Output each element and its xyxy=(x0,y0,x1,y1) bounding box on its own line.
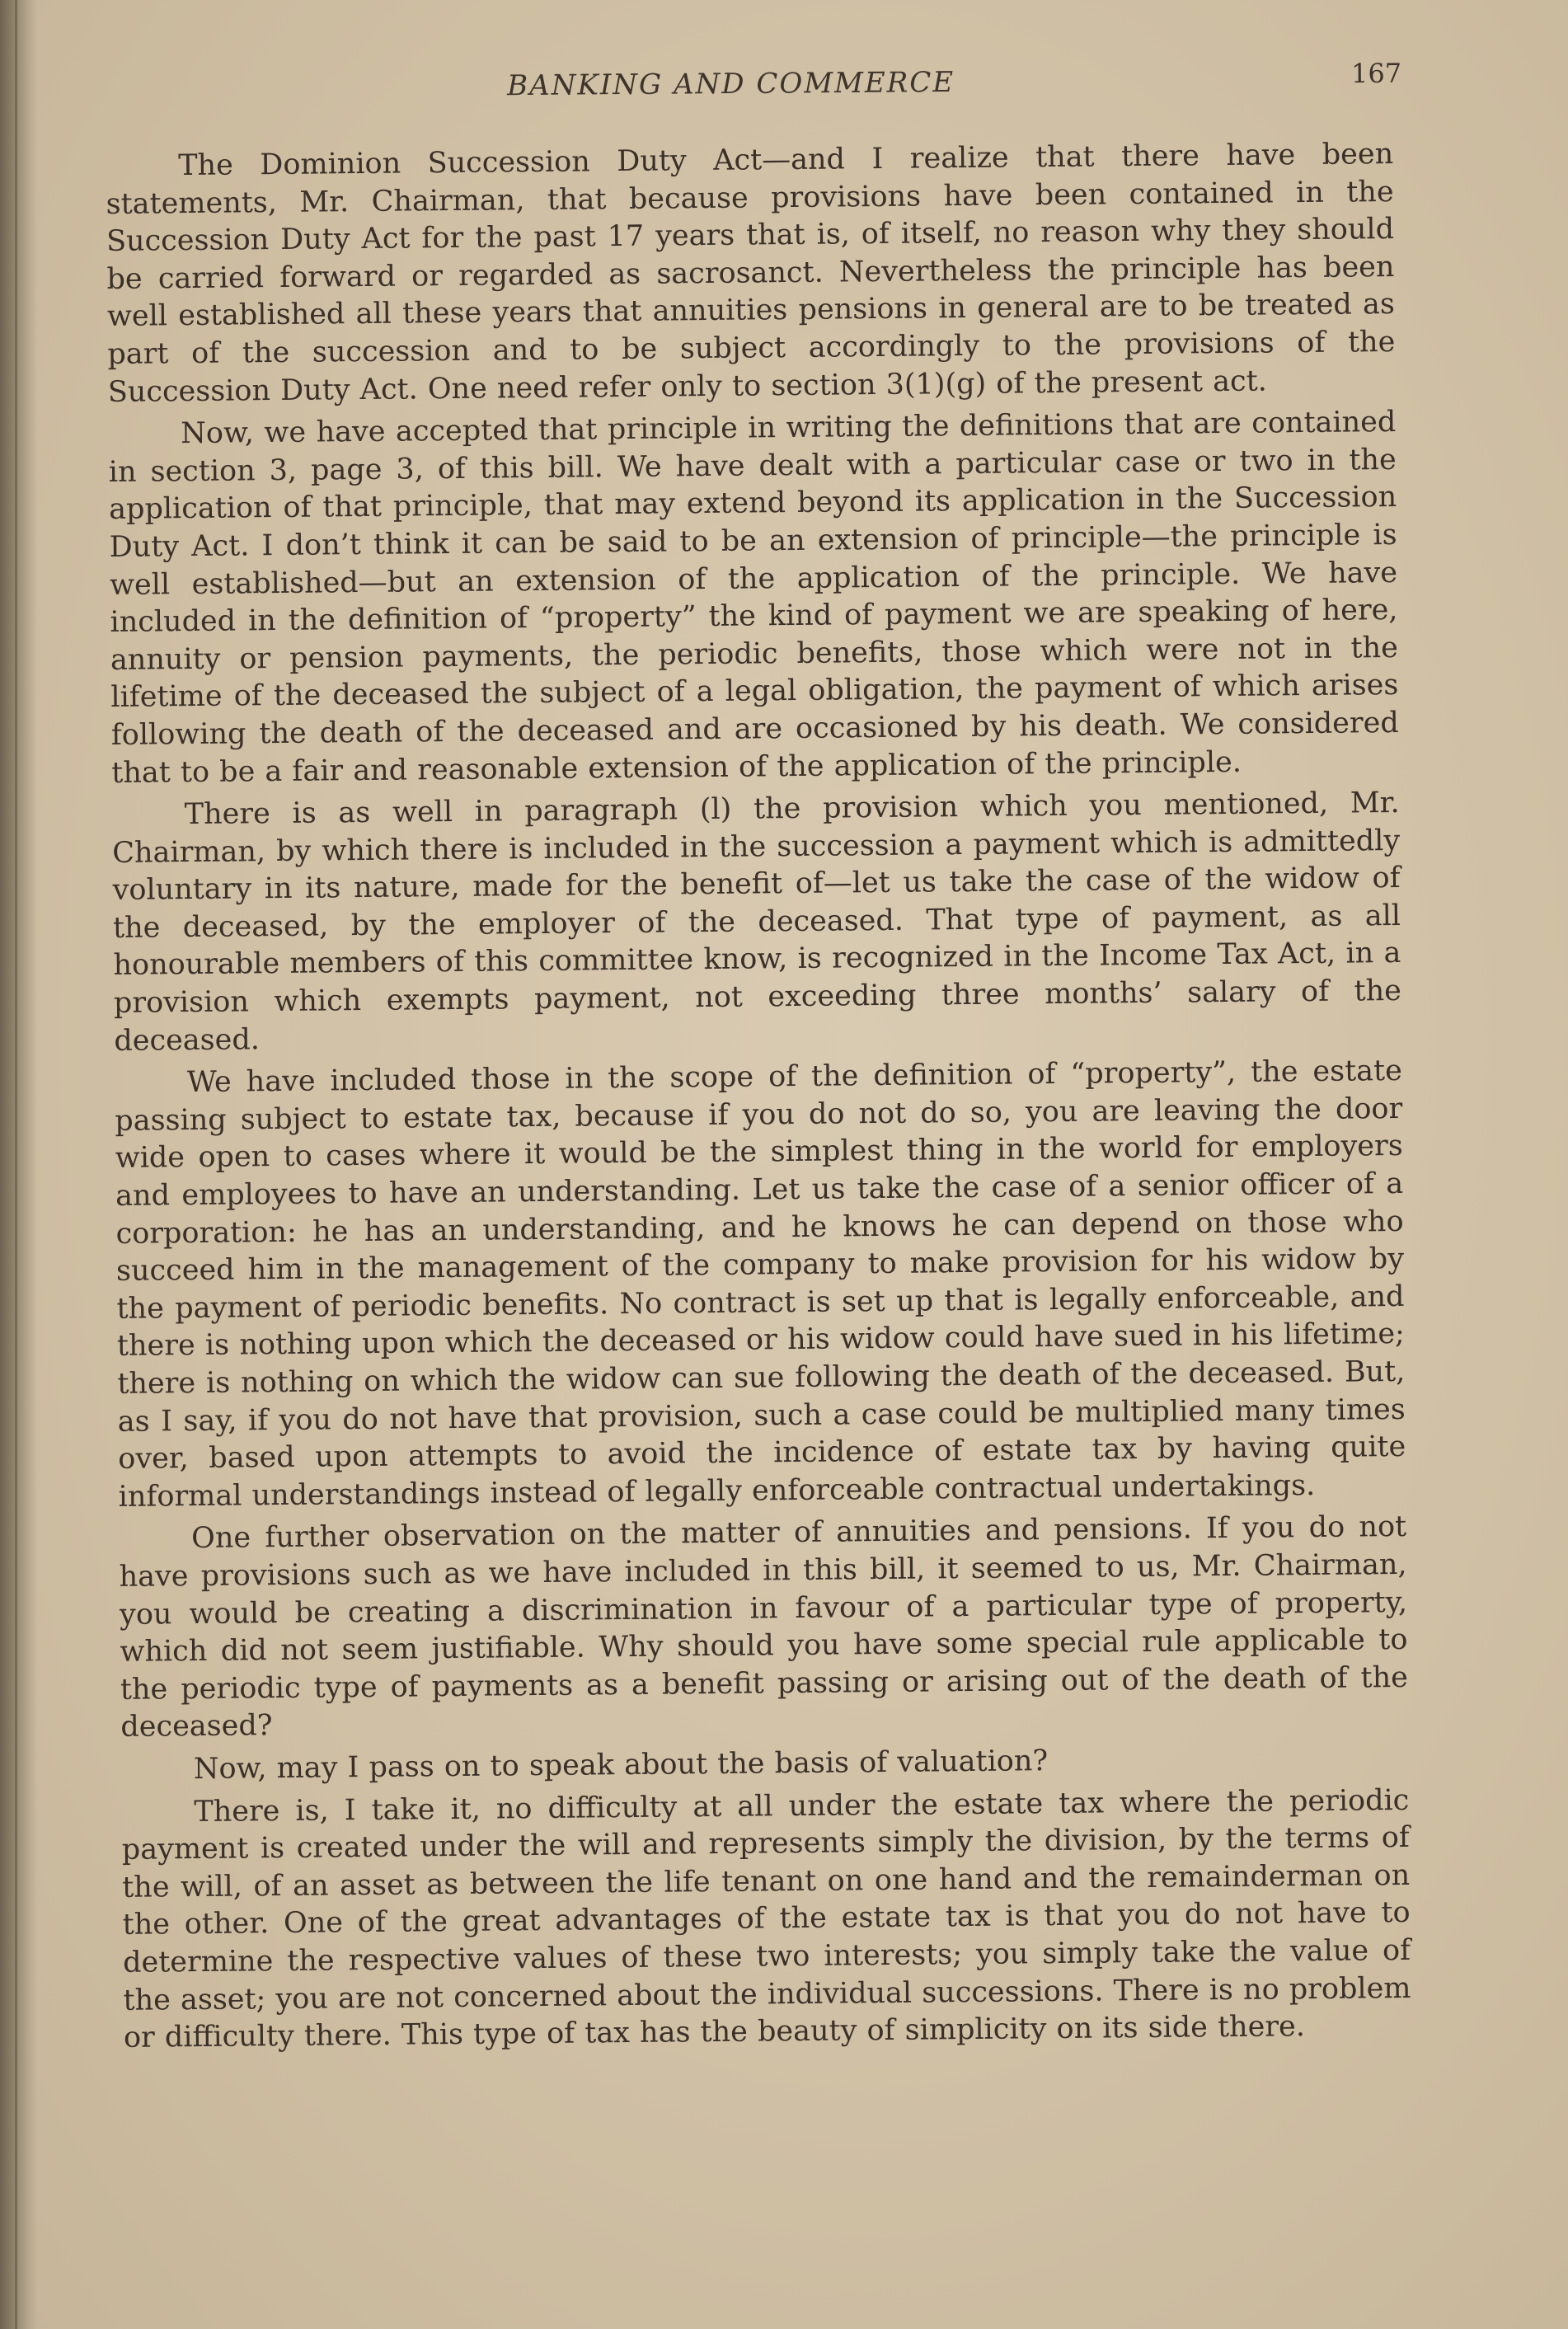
paragraph-5: One further observation on the matter of annuities and pensions. If you do not have provisions such as we have included in this bill, it seemed to us, Mr. Chairman, you would be creating a discrimination in favour of a particular type of property, which did not seem justifiable. Why should you have some special rule applicable to the periodic type of payments as a benefit passing or arising out of the death of the deceased? xyxy=(119,1510,1409,1744)
binding-edge xyxy=(15,0,17,2329)
paragraph-3: There is as well in paragraph (l) the provision which you mentioned, Mr. Chairman, by which there is included in the succession a payment which is admittedly voluntary in its nature, made for the benefit of—let us take the case of the widow of the deceased, by the employer of the deceased. That type of payment, as all honourable members of this committee know, is recognized in the Income Tax Act, in a provision which exempts payment, not exceeding three months’ salary of the deceased. xyxy=(112,787,1402,1058)
page-number: 167 xyxy=(1350,57,1402,90)
book-spine-shadow xyxy=(0,0,38,2329)
paragraph-4: We have included those in the scope of the definition of “property”, the estate passing subject to estate tax, because if you do not do so, you are leaving the door wide open to cases where it would be the simplest thing in the world for employers and employees to have an understanding. Let us take the case of a senior officer of a corporation: he has an understanding, and he knows he can depend on those who succeed him in the management of the company to make provision for his widow by the payment of periodic benefits. No contract is set up that is legally enforceable, and there is nothing upon which the deceased or his widow could have sued in his lifetime; there is nothing on which the widow can sue following the death of the deceased. But, as I say, if you do not have that provision, such a case could be multiplied many times over, based upon attempts to avoid the incidence of estate tax by having quite informal understandings instead of legally enforceable contractual undertakings. xyxy=(115,1054,1406,1514)
paragraph-6: Now, may I pass on to speak about the basis of valuation? xyxy=(193,1744,1049,1787)
paragraph-1: The Dominion Succession Duty Act—and I realize that there have been statements, Mr. Chairman, that because provisions have been contained in the Succession Duty Act for the past 17 years that is, of itself, no reason why they should be carried forward or regarded as sacrosanct. Nevertheless the principle has been well established all these years that annuities pensions in general are to be treated as part of the succession and to be subject accordingly to the provisions of the Succession Duty Act. One need refer only to section 3(1)(g) of the present act. xyxy=(106,138,1396,409)
running-title: BANKING AND COMMERCE xyxy=(507,65,955,103)
page-header xyxy=(107,58,1401,114)
paragraph-7: There is, I take it, no difficulty at all under the estate tax where the periodic payment is created under the will and represents simply the division, by the terms of the will, of an asset as between the life tenant on one hand and the remainderman on the other. One of the great advantages of the estate tax is that you do not have to determine the respective values of these two interests; you simply take the value of the asset; you are not concerned about the individual successions. There is no problem or difficulty there. This type of tax has the beauty of simplicity on its side there. xyxy=(121,1783,1411,2054)
body-text xyxy=(106,136,1411,2063)
paragraph-2: Now, we have accepted that principle in writing the definitions that are contained in section 3, page 3, of this bill. We have dealt with a particular case or two in the application of that principle, that may extend beyond its application in the Succession Duty Act. I don’t think it can be said to be an extension of principle—the principle is well established—but an extension of the application of the principle. We have included in the definition of “property” the kind of payment we are speaking of here, annuity or pension payments, the periodic benefits, those which were not in the lifetime of the deceased the subject of a legal obligation, the payment of which arises following the death of the deceased and are occasioned by his death. We considered that to be a fair and reasonable extension of the application of the principle. xyxy=(108,406,1399,790)
